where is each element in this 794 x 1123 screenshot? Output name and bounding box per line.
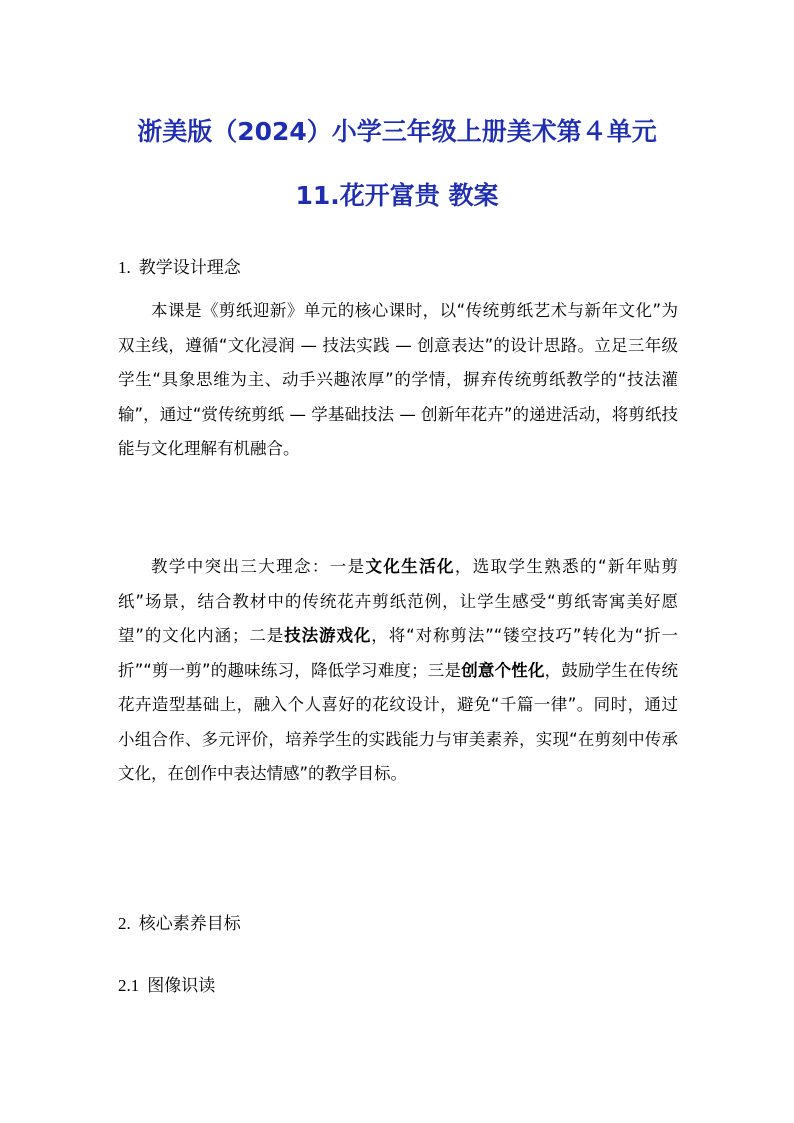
document-title-line2: 11.花开富贵 教案 [295, 181, 499, 210]
subsection-number: 2.1 [118, 976, 140, 995]
section-heading-core-literacy [118, 909, 241, 934]
section-heading-text: 教学设计理念 [138, 258, 241, 278]
section-heading-design-concept [118, 253, 241, 278]
subsection-heading-text: 图像识读 [147, 976, 216, 996]
bold-term-technique: 技法游戏化 [284, 626, 372, 645]
section-number: 2. [118, 914, 131, 933]
paragraph-three-concepts [118, 550, 678, 792]
paragraph-text: ，选取学生熟悉的“新年贴剪纸”场景，结合教材中的传统花卉剪纸范例，让学生感受“剪纸寄寓美好愿望”的文化内涵；二是 [118, 557, 678, 645]
paragraph-text: ，将“对称剪法”“镂空技巧”转化为“折一折”“剪一剪”的趣味练习，降低学习难度；三是 [118, 626, 678, 680]
bold-term-creativity: 创意个性化 [461, 660, 545, 680]
bold-term-culture: 文化生活化 [365, 557, 455, 576]
section-number: 1. [118, 258, 131, 277]
document-title-line1: 浙美版（2024）小学三年级上册美术第４单元 [137, 117, 657, 146]
paragraph-text: 教学中突出三大理念：一是 [151, 557, 366, 576]
section-heading-text: 核心素养目标 [138, 914, 241, 934]
paragraph-text: ，鼓励学生在传统花卉造型基础上，融入个人喜好的花纹设计，避免“千篇一律”。同时，通过小组合作、多元评价，培养学生的实践能力与审美素养，实现“在剪刻中传承文化，在创作中表达情感”的教学目标。 [118, 660, 679, 783]
subsection-heading-image-reading [118, 971, 215, 996]
paragraph-design-concept: 本课是《剪纸迎新》单元的核心课时，以“传统剪纸艺术与新年文化”为双主线，遵循“文化浸润 — 技法实践 — 创意表达”的设计思路。立足三年级学生“具象思维为主、动手兴趣浓厚”的学情，摒弃传统剪纸教学的“技法灌输”，通过“赏传统剪纸 — 学基础技法 — 创新年花卉”的递进活动，将剪纸技能与文化理解有机融合。 [118, 301, 678, 458]
